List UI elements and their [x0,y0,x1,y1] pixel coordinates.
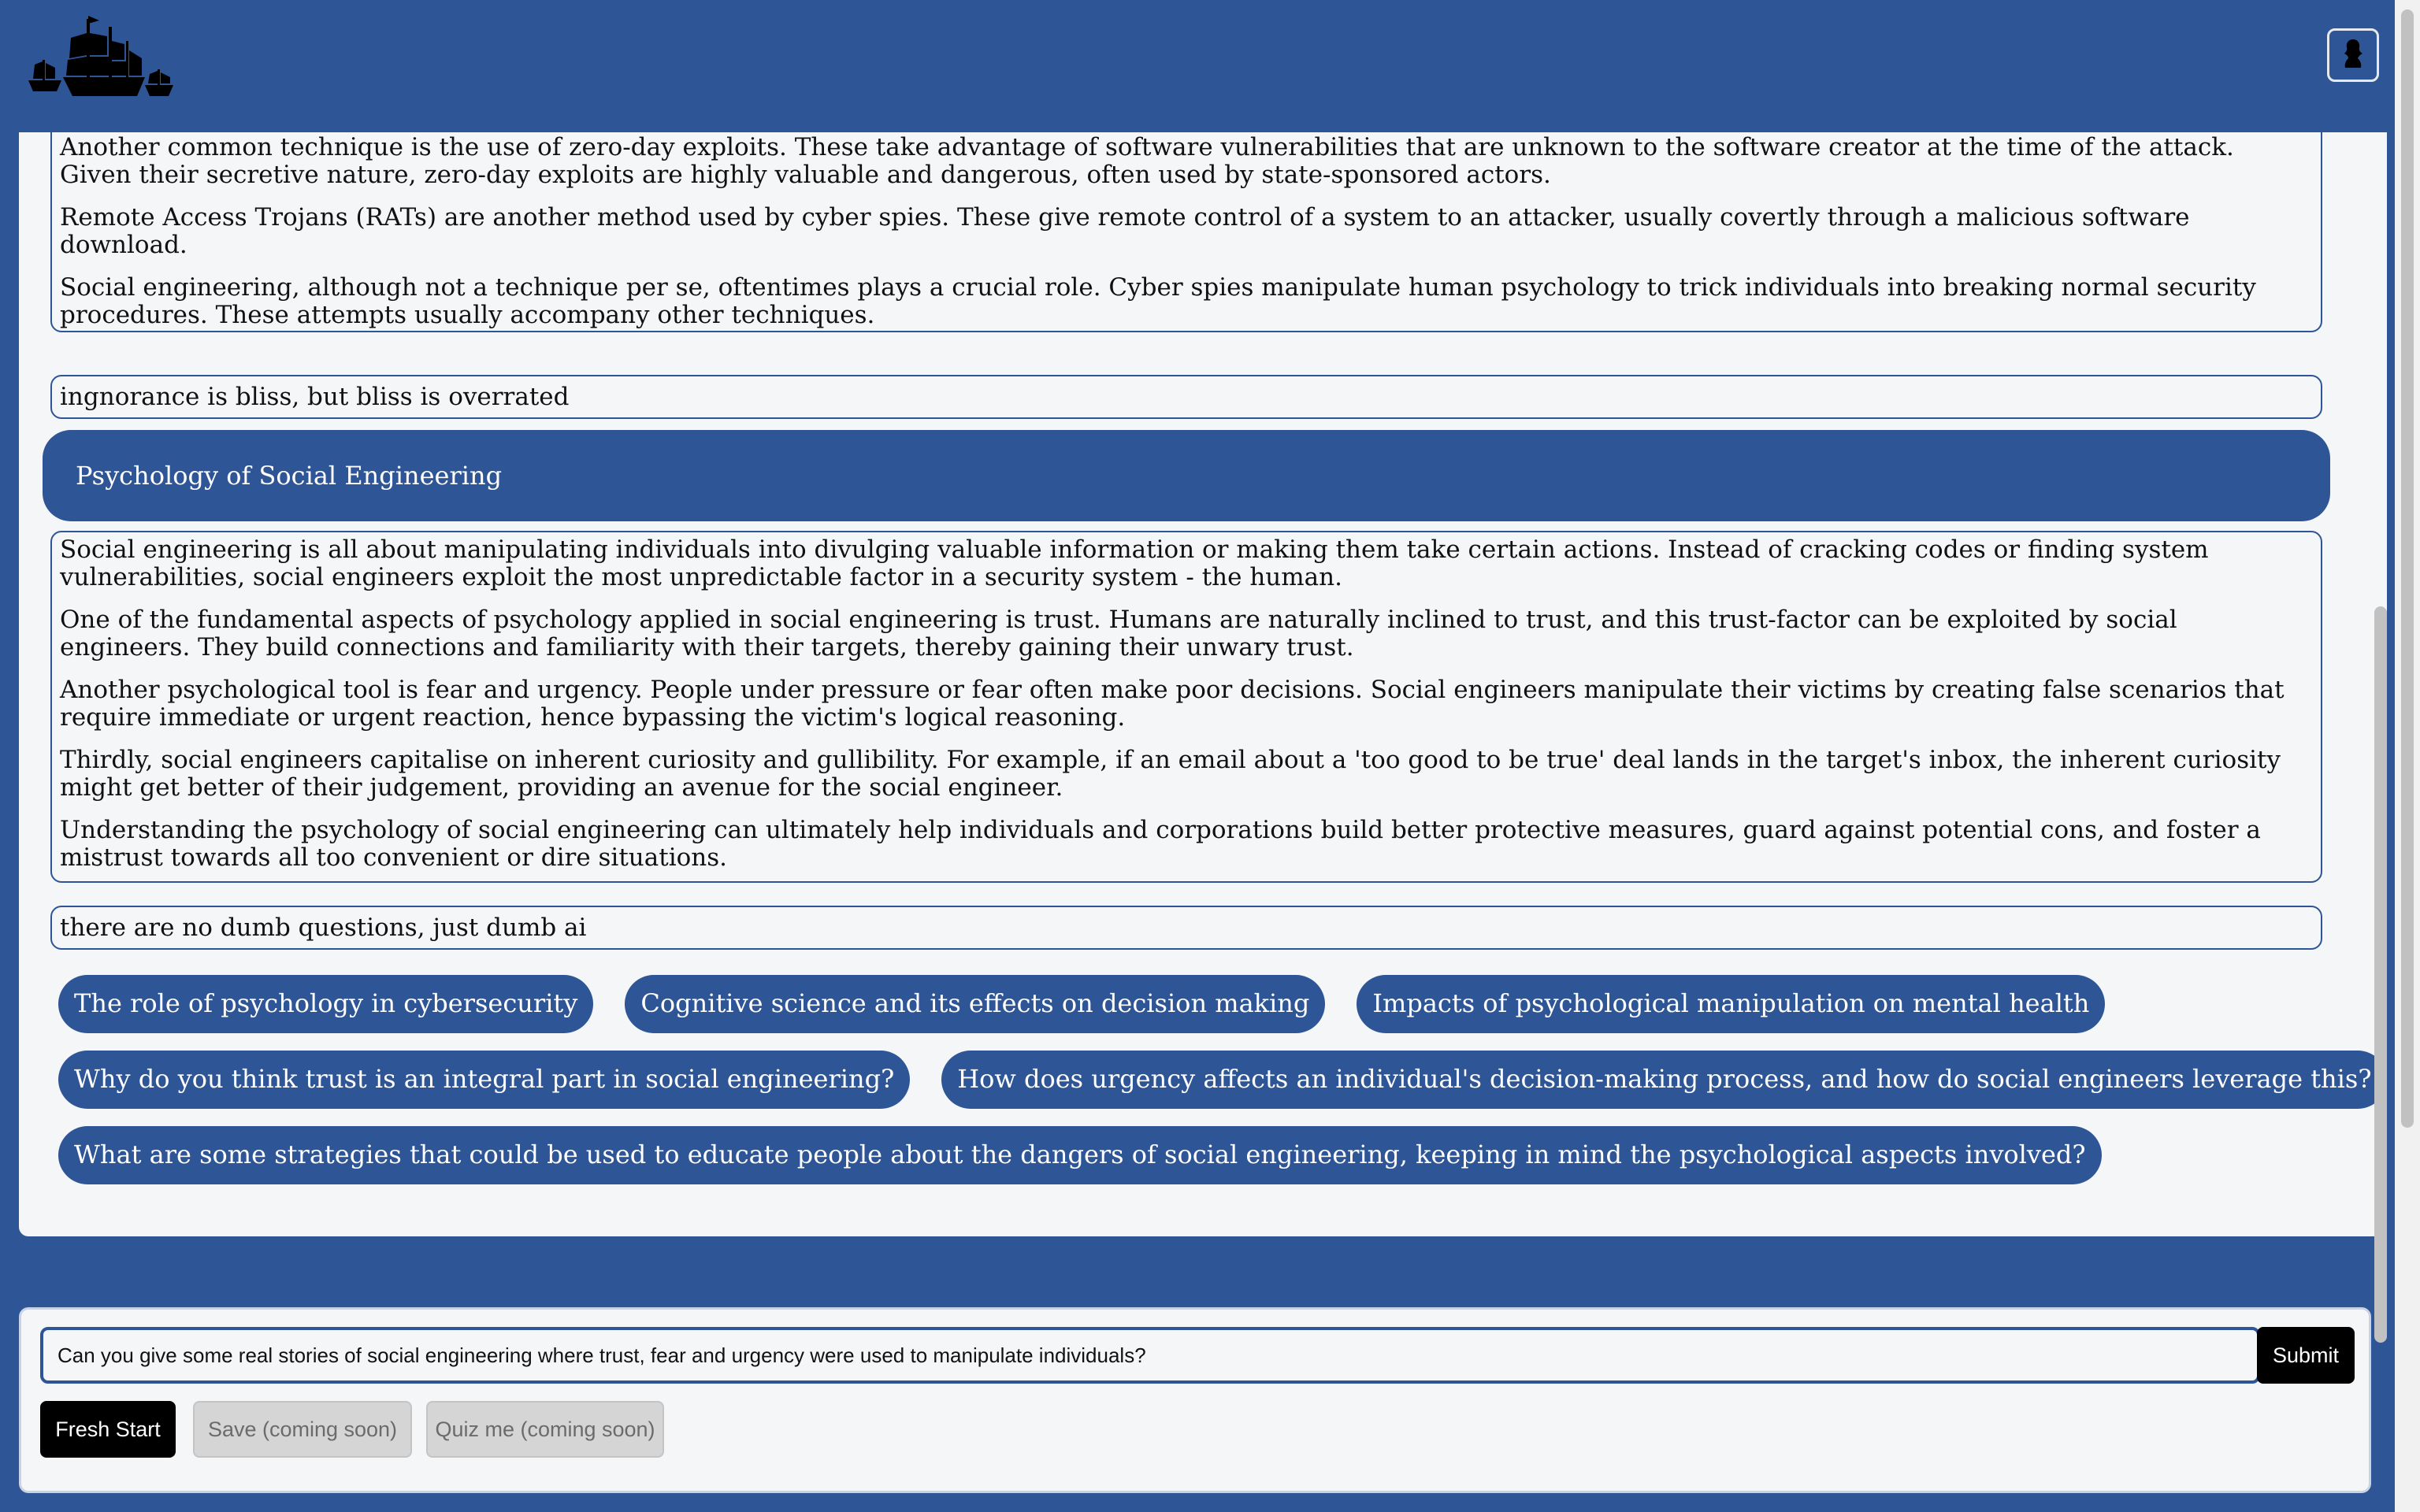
suggestion-chip[interactable]: What are some strategies that could be used to educate people about the dangers of social engineering, keeping in mind the psychological aspects involved? [58,1126,2102,1184]
suggestion-chip[interactable]: The role of psychology in cybersecurity [58,975,593,1033]
response-paragraph: One of the fundamental aspects of psychology applied in social engineering is trust. Humans are naturally inclined to trust, and this trust-factor can be exploited by social engineers. They build connections and familiarity with their targets, thereby gaining their unwary trust. [60,606,2177,662]
response-paragraph: Remote Access Trojans (RATs) are another method used by cyber spies. These give remote control of a system to an attacker, usually covertly through a malicious software download. [60,203,2190,259]
quip-message: there are no dumb questions, just dumb ai [50,906,2322,950]
response-paragraph: Another psychological tool is fear and urgency. People under pressure or fear often make poor decisions. Social engineers manipulate their victims by creating false scenarios that require immediate or urgent reaction, hence bypassing the victim's logical reasoning. [60,676,2285,732]
question-input[interactable] [40,1327,2260,1384]
suggestion-chip[interactable]: Why do you think trust is an integral part in social engineering? [58,1051,910,1109]
submit-button[interactable]: Submit [2257,1327,2355,1384]
suggestion-chip[interactable]: How does urgency affects an individual's decision-making process, and how do social engineers leverage this? [941,1051,2387,1109]
assistant-response-card [50,531,2322,883]
fresh-start-button[interactable]: Fresh Start [40,1401,176,1458]
save-button[interactable]: Save (coming soon) [193,1401,412,1458]
chat-history-panel [19,110,2387,1236]
app-header [0,0,2395,132]
response-paragraph: Thirdly, social engineers capitalise on inherent curiosity and gullibility. For example, if an email about a 'too good to be true' deal lands in the target's inbox, the inherent curiosity might get better of their judgement, providing an avenue for the social engineer. [60,746,2281,802]
suggestion-row [58,1051,2372,1109]
response-paragraph: Understanding the psychology of social engineering can ultimately help individuals and corporations build better protective measures, guard against potential cons, and foster a mistrust towards all too convenient or dire situations. [60,816,2261,872]
quip-message: ingnorance is bliss, but bliss is overrated [50,375,2322,419]
response-paragraph: Another common technique is the use of zero-day exploits. These take advantage of software vulnerabilities that are unknown to the software creator at the time of the attack. Given their secretive nature, zero-day exploits are highly valuable and dangerous, often used by state-sponsored actors. [60,133,2234,189]
response-paragraph: Social engineering is all about manipulating individuals into divulging valuable information or making them take certain actions. Instead of cracking codes or finding system vulnerabilities, social engineers exploit the most unpredictable factor in a security system - the human. [60,536,2209,591]
suggestion-chips [58,975,2372,1202]
quiz-me-button[interactable]: Quiz me (coming soon) [426,1401,664,1458]
chat-scrollbar-thumb[interactable] [2374,606,2387,1343]
suggestion-row [58,975,2264,1033]
page-scrollbar[interactable] [2395,0,2420,1512]
user-silhouette-icon [2341,38,2365,72]
composer-panel [19,1307,2371,1493]
suggestion-chip[interactable]: Cognitive science and its effects on decision making [625,975,1325,1033]
profile-menu-button[interactable] [2327,28,2379,82]
pirate-ship-logo-icon[interactable] [27,14,178,101]
response-paragraph: Social engineering, although not a technique per se, oftentimes plays a crucial role. Cyber spies manipulate human psychology to trick individuals into breaking normal security procedures. These attempts usually accompany other techniques. [60,273,2256,329]
suggestion-chip[interactable]: Impacts of psychological manipulation on mental health [1357,975,2105,1033]
page-scrollbar-thumb[interactable] [2401,9,2414,1128]
suggestion-row [58,1126,2264,1184]
topic-heading-banner: Psychology of Social Engineering [43,430,2330,521]
